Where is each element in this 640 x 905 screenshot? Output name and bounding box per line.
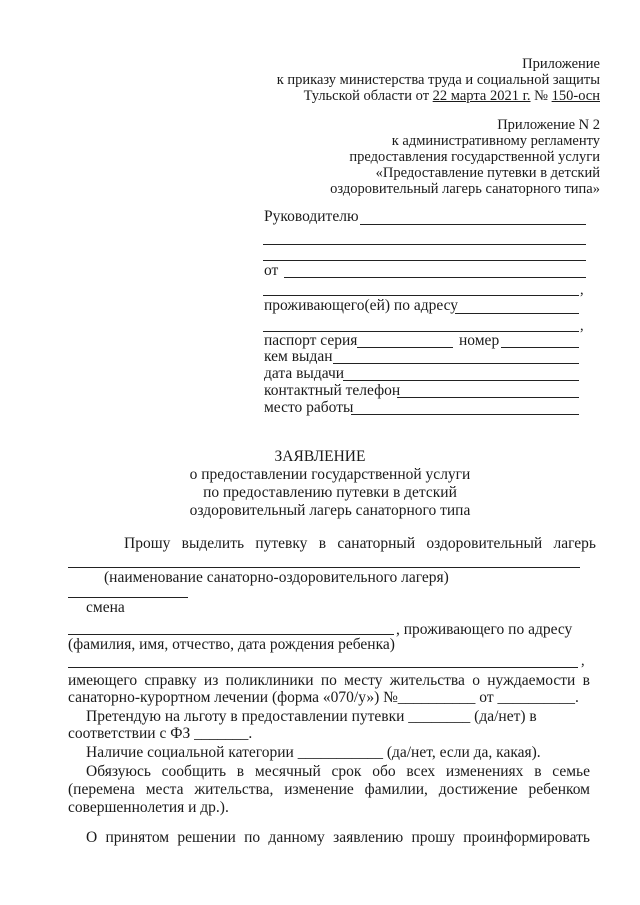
phone-field[interactable] [397, 397, 579, 398]
issued-by-field[interactable] [333, 363, 579, 364]
social-category: Наличие социальной категории ___________ (да/нет, если да, какая). [86, 744, 541, 761]
shift-label: смена [86, 599, 125, 616]
from-field-line2[interactable] [263, 295, 579, 296]
obligation-line3: совершеннолетия и др.). [68, 799, 229, 816]
certificate-line1: имеющего справку из поликлиники по месту жительства о нуждаемости в [68, 672, 590, 689]
from-field[interactable] [284, 277, 586, 278]
issue-date-field[interactable] [343, 380, 579, 381]
appendix-number: 150-осн [551, 88, 600, 104]
obligation-line2: (перемена места жительства, изменение фамилии, достижение ребенком [68, 781, 590, 798]
address-label: проживающего(ей) по адресу [264, 297, 459, 314]
address-field[interactable] [455, 313, 579, 314]
work-label: место работы [264, 399, 354, 416]
appendix-line1: Приложение [522, 56, 600, 72]
appendix-date: 22 марта 2021 г. [432, 88, 531, 104]
child-hint: (фамилия, имя, отчество, дата рождения ребенка) [68, 636, 395, 653]
child-address-field[interactable] [68, 667, 578, 668]
certificate-line2: санаторно-курортном лечении (форма «070/у») №__________ от __________. [68, 689, 579, 706]
appendix-line3-prefix: Тульской области от [303, 88, 433, 104]
title-sub3: оздоровительный лагерь санаторного типа [189, 502, 471, 519]
child-address-comma: , [581, 653, 585, 669]
from-comma: , [580, 282, 584, 298]
obligation-line1: Обязуюсь сообщить в месячный срок обо всех изменениях в семье [86, 763, 590, 780]
appendix-num-prefix: № [530, 88, 552, 104]
appendix-line2: к приказу министерства труда и социальной защиты [276, 72, 600, 88]
passport-number-field[interactable] [501, 347, 579, 348]
title-sub1: о предоставлении государственной услуги [189, 466, 471, 483]
address-comma: , [580, 318, 584, 334]
passport-number-label: номер [459, 332, 500, 349]
passport-series-field[interactable] [357, 347, 453, 348]
title-sub2: по предоставлению путевки в детский [203, 484, 457, 501]
work-field[interactable] [351, 414, 579, 415]
to-label: Руководителю [264, 208, 359, 225]
privilege-line2: соответствии с ФЗ _______. [68, 725, 253, 742]
camp-hint: (наименование санаторно-оздоровительного лагеря) [104, 569, 449, 586]
title-main: ЗАЯВЛЕНИЕ [274, 448, 366, 465]
residing-text: , проживающего по адресу [396, 621, 573, 638]
to-field[interactable] [360, 224, 586, 225]
request-line: Прошу выделить путевку в санаторный оздоровительный лагерь [124, 535, 596, 552]
appendix2-line5: оздоровительный лагерь санаторного типа» [330, 181, 600, 197]
from-label: от [264, 262, 279, 279]
privilege-line1: Претендую на льготу в предоставлении путевки ________ (да/нет) в [86, 708, 537, 725]
appendix2-line2: к административному регламенту [391, 133, 600, 149]
child-field[interactable] [68, 634, 394, 635]
appendix2-line1: Приложение N 2 [497, 117, 600, 133]
passport-series-label: паспорт серия [264, 332, 358, 349]
issue-date-label: дата выдачи [264, 365, 345, 382]
appendix2-line3: предоставления государственной услуги [349, 149, 600, 165]
to-field-line3[interactable] [263, 260, 586, 261]
camp-name-field[interactable] [68, 567, 580, 568]
appendix-line3 [304, 89, 600, 104]
phone-label: контактный телефон [264, 382, 401, 399]
to-field-line2[interactable] [263, 244, 586, 245]
shift-field[interactable] [68, 597, 188, 598]
issued-by-label: кем выдан [264, 348, 333, 365]
appendix2-line4: «Предоставление путевки в детский [375, 165, 600, 181]
inform-line: О принятом решении по данному заявлению прошу проинформировать [86, 829, 590, 846]
